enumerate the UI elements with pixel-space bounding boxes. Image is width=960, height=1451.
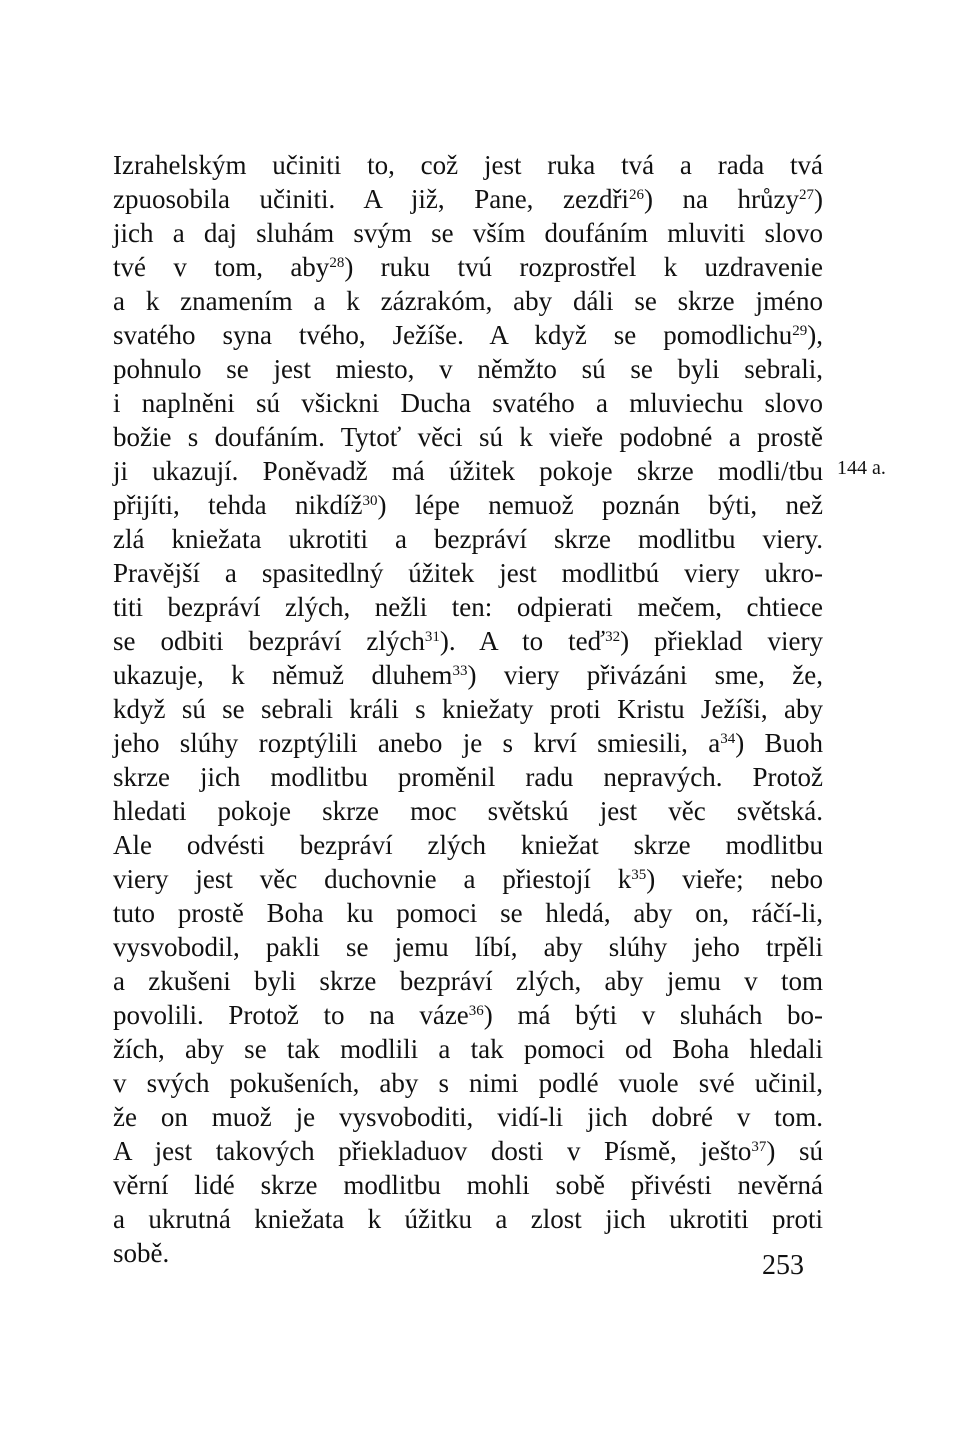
text-line: hledati pokoje skrze moc světskú jest věc světská. — [113, 796, 823, 826]
text-line: viery jest věc duchovnie a přiestojí $k^{35}$) vieře; nebo — [113, 864, 823, 894]
text-line: vysvobodil, pakli se jemu líbí, aby slúhy jeho trpěli — [113, 932, 823, 962]
text-line: i naplněni sú všickni Ducha svatého a mluviechu slovo — [113, 388, 823, 418]
text-line: jeho slúhy rozptýlili anebo je s krví smiesili, $a^{34}$) Buoh — [113, 728, 824, 758]
text-line: a zkušeni byli skrze bezpráví zlých, aby jemu v tom — [113, 966, 823, 996]
text-line: Ale odvésti bezpráví zlých kniežat skrze modlitbu — [113, 830, 823, 860]
text-line: Izrahelským učiniti to, což jest ruka tvá a rada tvá — [113, 150, 823, 180]
text-line: božie s doufáním. Tytoť věci sú k vieře podobné a prostě — [113, 422, 823, 452]
text-line: tvé v tom, aby$^{28}$) ruku tvú rozprostřel k uzdravenie — [113, 252, 823, 282]
text-line: zlá kniežata ukrotiti a bezpráví skrze modlitbu viery. — [113, 524, 823, 554]
text-line: povolili. Protož to na váze$^{36}$) má býti v sluhách bo- — [113, 1000, 823, 1030]
text-line: že on muož je vysvoboditi, vidí-li jich dobré v tom. — [113, 1102, 823, 1132]
text-line: ji ukazují. Poněvadž má úžitek pokoje skrze modli/tbu — [113, 456, 823, 486]
text-line: věrní lidé skrze modlitbu mohli sobě přivésti nevěrná — [113, 1170, 823, 1200]
text-line: titi bezpráví zlých, nežli ten: odpierati mečem, chtiece — [113, 592, 823, 622]
text-line: a k znamením a k zázrakóm, aby dáli se skrze jméno — [113, 286, 823, 316]
text-line: když sú se sebrali králi s kniežaty proti Kristu Ježíši, aby — [113, 694, 823, 724]
text-line: přijíti, tehda nikdíž$^{30}$) lépe nemuož poznán býti, než — [113, 490, 823, 520]
text-line: v svých pokušeních, aby s nimi podlé vuole své učinil, — [113, 1068, 823, 1098]
text-line: svatého syna tvého, Ježíše. A když se pomodlichu$^{29}$), — [113, 320, 823, 350]
text-line: žích, aby se tak modlili a tak pomoci od Boha hledali — [113, 1034, 823, 1064]
text-line: se odbiti bezpráví zlých$^{31}$). A to teď$^{32}$) přieklad viery — [113, 626, 823, 656]
text-line: ukazuje, k němuž dluhem$^{33}$) viery přivázáni sme, že, — [113, 660, 823, 690]
text-line: jich a daj sluhám svým se vším doufáním mluviti slovo — [113, 218, 823, 248]
margin-note: 144 a. — [837, 457, 886, 479]
text-line: A jest takových přiekladuov dosti v Písmě, ješto$^{37}$) sú — [113, 1136, 824, 1166]
text-line: sobě. — [113, 1238, 170, 1268]
text-line: zpuosobila učiniti. A již, Pane, zezdři$^{26}$) na hrůzy$^{27}$) — [113, 184, 823, 214]
text-line: tuto prostě Boha ku pomoci se hledá, aby on, ráčí-li, — [113, 898, 823, 928]
page-number: 253 — [762, 1250, 804, 1281]
text-line: skrze jich modlitbu proměnil radu nepravých. Protož — [113, 762, 823, 792]
text-line: pohnulo se jest miesto, v němžto sú se byli sebrali, — [113, 354, 823, 384]
text-line: Pravější a spasitedlný úžitek jest modlitbú viery ukro- — [113, 558, 823, 588]
text-line: a ukrutná kniežata k úžitku a zlost jich ukrotiti proti — [113, 1204, 823, 1234]
body-text — [113, 148, 823, 1270]
